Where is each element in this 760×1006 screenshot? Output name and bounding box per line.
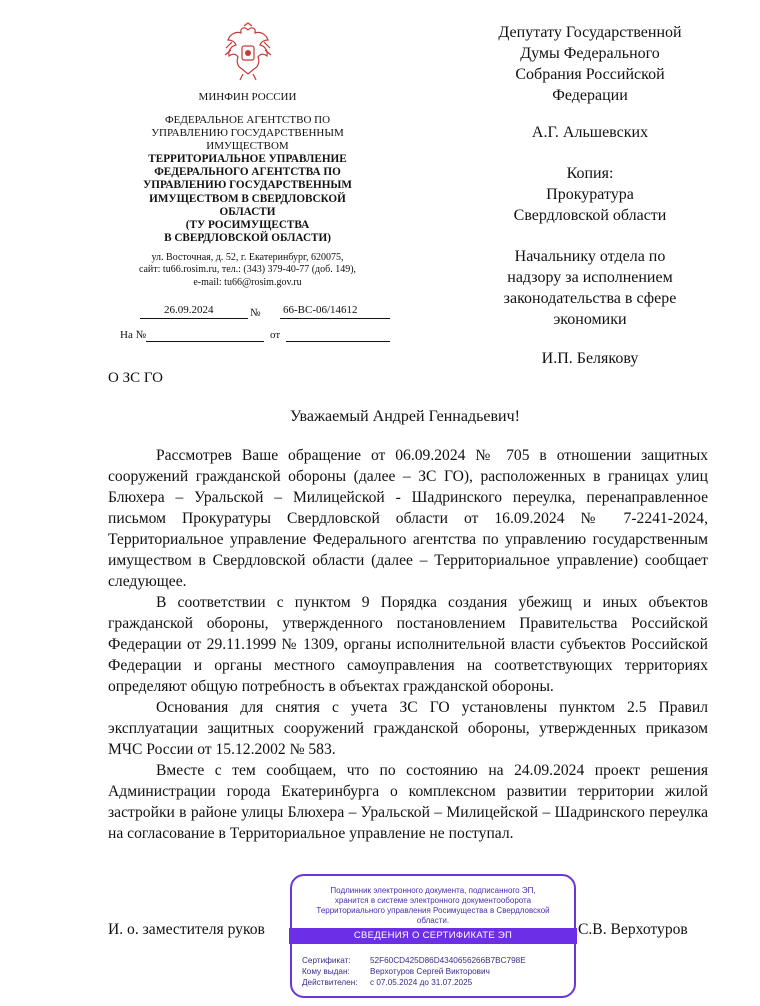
owner-value: Верхотуров Сергей Викторович (370, 967, 490, 976)
validity-label: Действителен: (302, 978, 358, 987)
territorial-line: УПРАВЛЕНИЮ ГОСУДАРСТВЕННЫМ (143, 179, 352, 192)
registration-date: 26.09.2024 (164, 304, 214, 316)
recipient-main-name: А.Г. Альшевских (531, 124, 649, 141)
copy-block (470, 163, 710, 226)
owner-label: Кому выдан: (302, 967, 350, 976)
certificate-label: Сертификат: (302, 956, 351, 965)
recipient-second (470, 246, 710, 330)
copy-label: Копия: (566, 165, 614, 182)
stamp-note (300, 886, 566, 926)
owner-row (302, 967, 490, 977)
body-paragraph: В соответствии с пунктом 9 Порядка создания убежищ и иных объектов гражданской обороны, утвержденного постановлением Правительства Российской Федерации от 29.11.1999 № 1309, органы исполнительной власти субъектов Российской Федерации и органы местного самоуправления на соответствующих территориях определяют общую потребность в объектах гражданской обороны. (108, 594, 708, 695)
agency-name (120, 114, 375, 153)
greeting: Уважаемый Андрей Геннадьевич! (290, 408, 520, 425)
letter-body (108, 445, 708, 844)
recipient-line: Собрания Российской (515, 66, 665, 83)
recipient-line: Федерации (552, 87, 628, 104)
recipient-line: Начальнику отдела по (514, 248, 666, 265)
body-paragraph: Вместе с тем сообщаем, что по состоянию на 24.09.2024 проект решения Администрации города Екатеринбурга о комплексном развитии территории жилой застройки в районе улицы Блюхера – Уральской – Милицейской – Шадринского переулка на согласование в Территориальное управление не поступал. (108, 762, 708, 842)
electronic-signature-stamp (290, 874, 576, 998)
agency-line: УПРАВЛЕНИЮ ГОСУДАРСТВЕННЫМ (151, 127, 344, 139)
address-line: ул. Восточная, д. 52, г. Екатеринбург, 620075, (151, 252, 344, 263)
registration-number: 66-ВС-06/14612 (283, 304, 358, 316)
recipient-line: законодательства в сфере (503, 290, 677, 307)
territorial-line: ФЕДЕРАЛЬНОГО АГЕНТСТВА ПО (154, 166, 341, 179)
territorial-line: В СВЕРДЛОВСКОЙ ОБЛАСТИ) (164, 232, 331, 245)
coat-of-arms-icon (222, 22, 274, 82)
territorial-office-name (120, 153, 375, 245)
signer-position: И. о. заместителя руков (108, 921, 265, 938)
stamp-note-line: Территориального управления Росимущества в Свердловской (316, 906, 550, 915)
ministry-name: МИНФИН РОССИИ (198, 91, 297, 103)
territorial-line: ИМУЩЕСТВОМ В СВЕРДЛОВСКОЙ (149, 192, 346, 205)
letter-subject: О ЗС ГО (108, 370, 163, 386)
certificate-value: 52F60CD425D86D4340656266B7BC798E (370, 956, 526, 965)
body-paragraph: Рассмотрев Ваше обращение от 06.09.2024 № 705 в отношении защитных сооружений гражданской обороны (далее – ЗС ГО), расположенных в границах улиц Блюхера – Уральской – Милицейской - Шадринского переулка, перенаправленное письмом Прокуратуры Свердловской области от 16.09.2024 № 7-2241-2024, Территориальное управление Федерального агентства по управлению государственным имуществом в Свердловской области (далее – Территориальное управление) сообщает следующее. (108, 447, 708, 590)
certificate-row (302, 956, 526, 966)
territorial-line: ТЕРРИТОРИАЛЬНОЕ УПРАВЛЕНИЕ (148, 153, 347, 165)
stamp-note-line: области. (416, 916, 450, 925)
recipient-second-name: И.П. Белякову (541, 350, 639, 367)
recipient-main (470, 22, 710, 106)
agency-line: ИМУЩЕСТВОМ (206, 140, 289, 152)
reply-label: На № (120, 329, 147, 341)
copy-line: Свердловской области (513, 207, 667, 224)
territorial-line: ОБЛАСТИ (219, 205, 276, 218)
recipient-line: Думы Федерального (520, 45, 660, 62)
agency-line: ФЕДЕРАЛЬНОЕ АГЕНТСТВО ПО (164, 114, 331, 126)
registration-line (120, 304, 390, 322)
sender-address (120, 252, 375, 289)
recipient-line: экономики (553, 311, 627, 328)
stamp-note-line: хранится в системе электронного документооборота (334, 896, 532, 905)
address-line: сайт: tu66.rosim.ru, тел.: (343) 379-40-77 (доб. 149), (138, 264, 357, 276)
validity-row (302, 978, 472, 988)
territorial-line: (ТУ РОСИМУЩЕСТВА (185, 219, 310, 232)
address-line: e-mail: tu66@rosim.gov.ru (193, 276, 302, 288)
recipient-line: Депутату Государственной (498, 24, 682, 41)
body-paragraph: Основания для снятия с учета ЗС ГО установлены пунктом 2.5 Правил эксплуатации защитных сооружений гражданской обороны, утвержденных приказом МЧС России от 15.12.2002 № 583. (108, 699, 708, 758)
number-sign: № (250, 307, 261, 319)
signer-name: С.В. Верхотуров (578, 921, 688, 938)
validity-value: с 07.05.2024 до 31.07.2025 (370, 978, 473, 987)
from-label: от (270, 329, 281, 341)
stamp-header: СВЕДЕНИЯ О СЕРТИФИКАТЕ ЭП (289, 928, 577, 944)
stamp-note-line: Подлинник электронного документа, подписанного ЭП, (330, 886, 536, 895)
recipient-line: надзору за исполнением (507, 269, 673, 286)
copy-line: Прокуратура (546, 186, 634, 203)
